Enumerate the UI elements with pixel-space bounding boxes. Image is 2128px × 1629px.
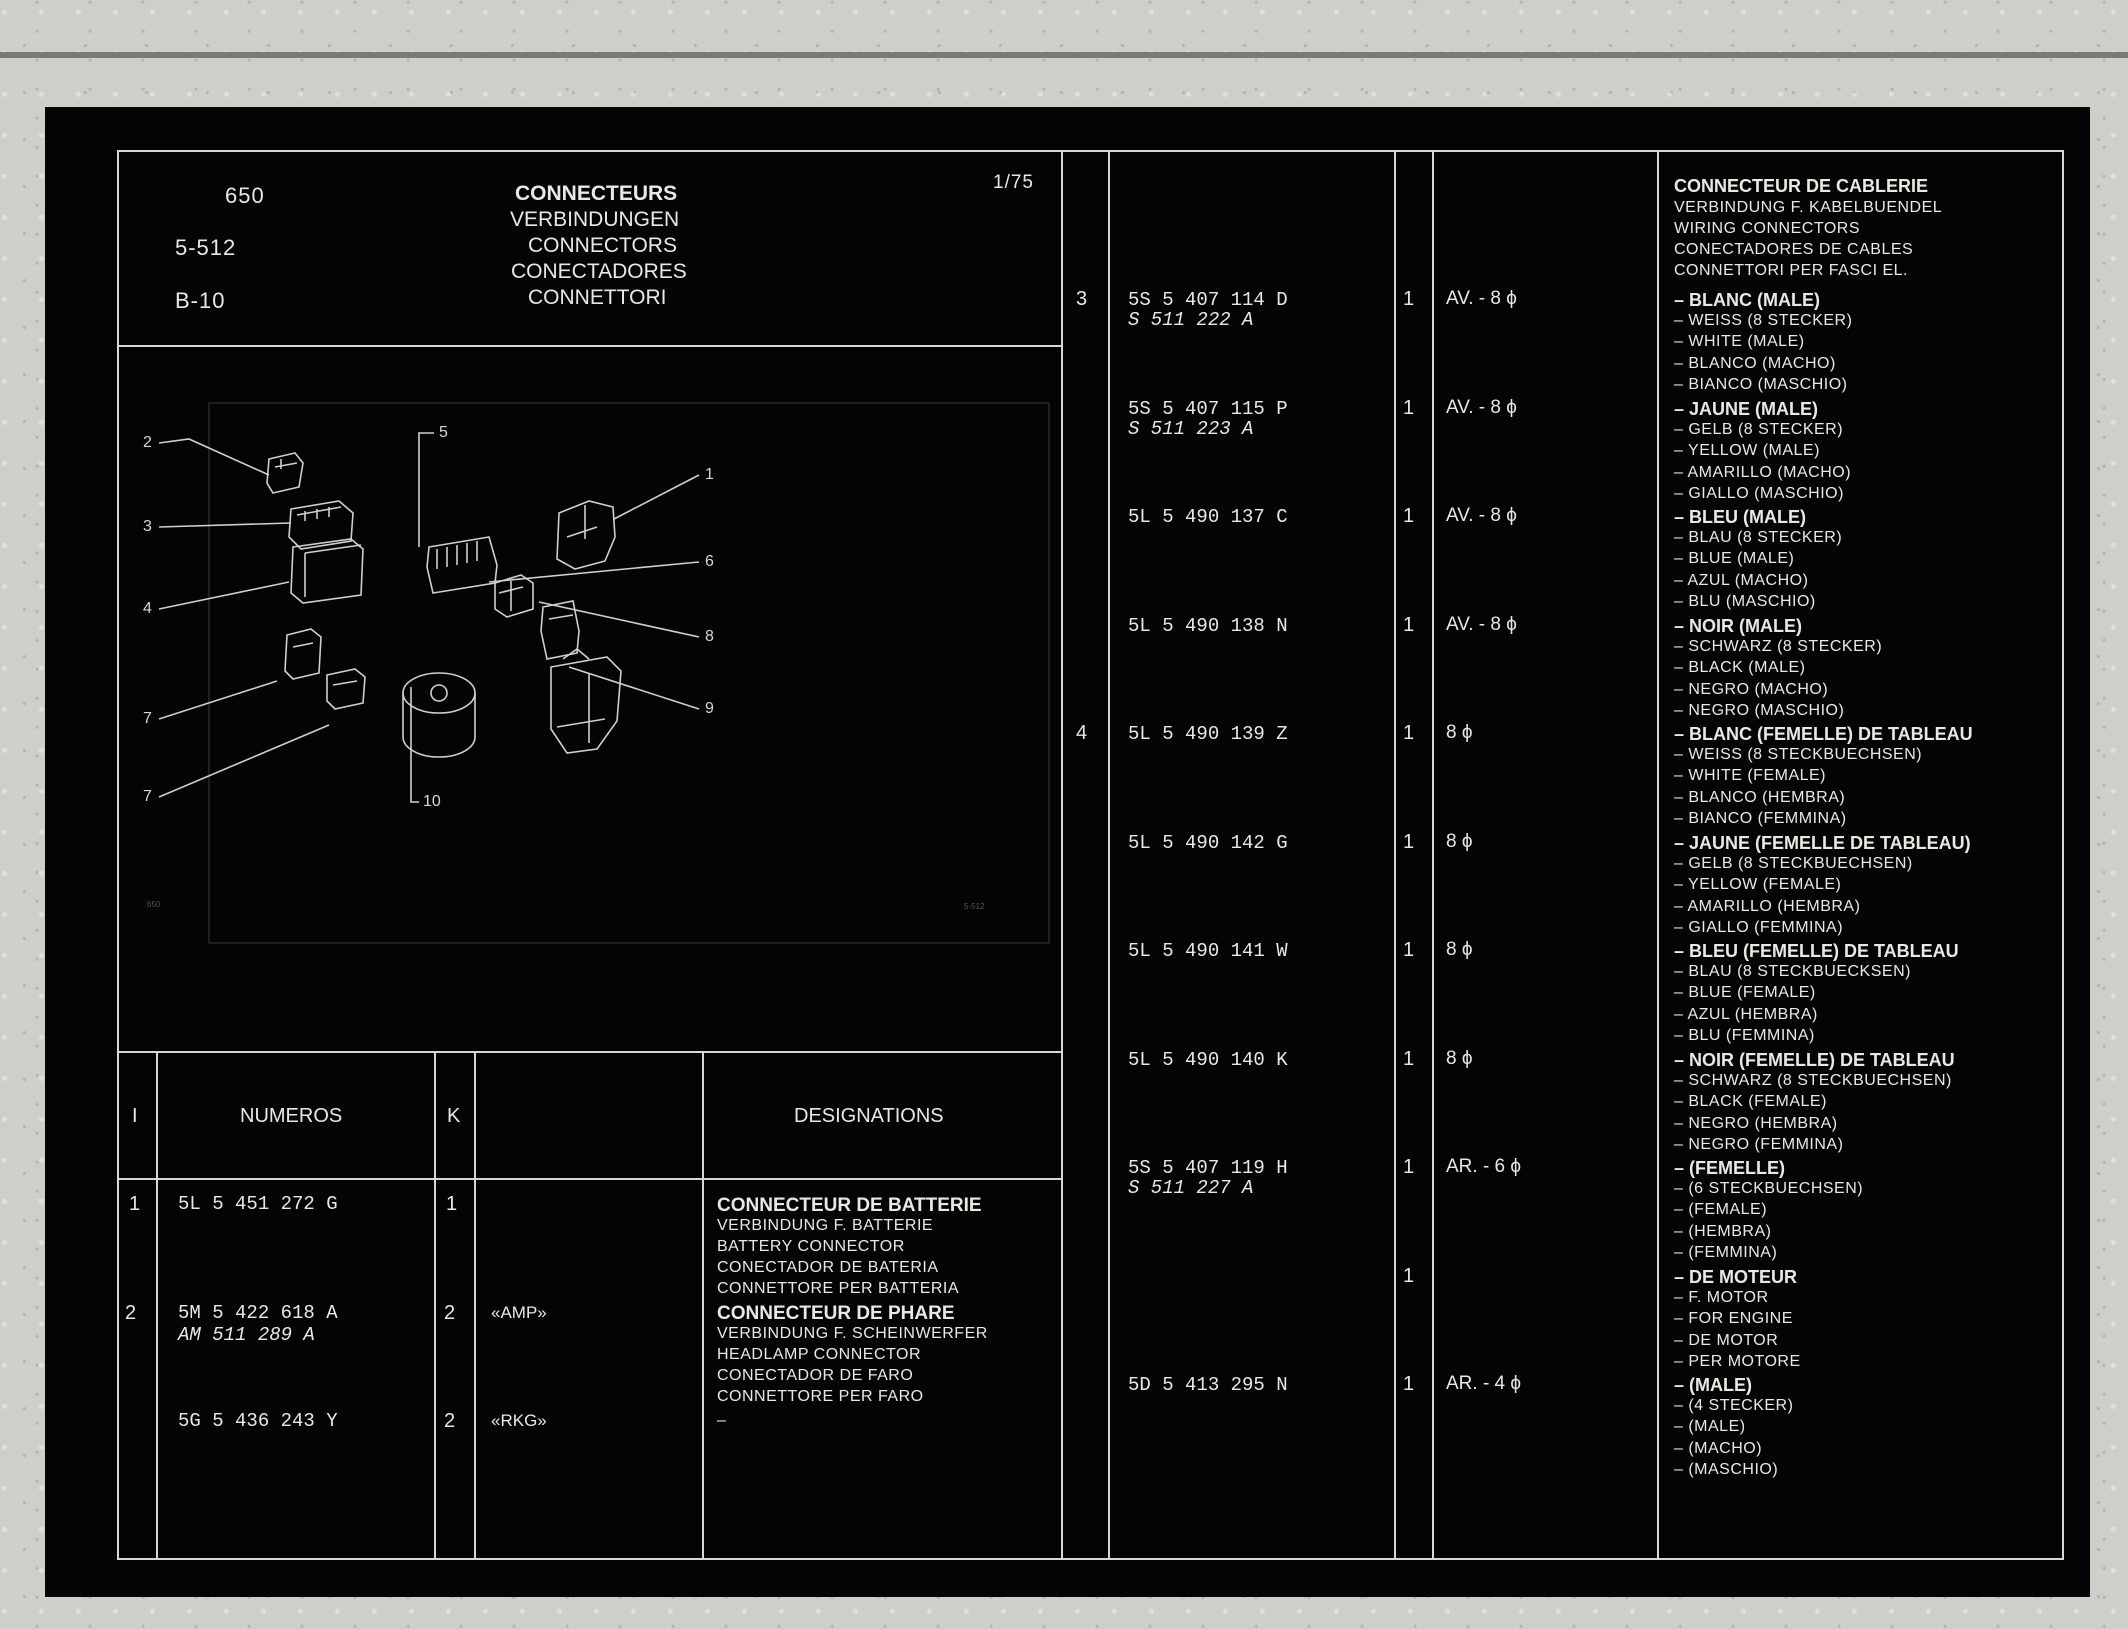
film-edge: [0, 52, 2128, 58]
right-row-10-desc-1: – F. MOTOR: [1674, 1289, 1769, 1306]
right-row-6-desc-3: – AMARILLO (HEMBRA): [1674, 898, 1861, 915]
right-row-3-desc-0: – BLEU (MALE): [1674, 507, 1806, 527]
col-header-k: K: [447, 1105, 461, 1127]
right-row-7-num: 5L 5 490 141 W: [1128, 940, 1288, 962]
connectors-diagram: [119, 347, 1061, 1049]
right-row-2-num2: S 511 223 A: [1128, 418, 1254, 440]
right-row-3-desc-3: – AZUL (MACHO): [1674, 572, 1809, 589]
right-row-6-num: 5L 5 490 142 G: [1128, 832, 1288, 854]
right-row-8-desc-0: – NOIR (FEMELLE) DE TABLEAU: [1674, 1050, 1955, 1070]
right-row-9-desc-0: – (FEMELLE): [1674, 1158, 1785, 1178]
right-row-1-note: AV. - 8 ϕ: [1446, 288, 1517, 309]
right-row-11-desc-1: – (4 STECKER): [1674, 1397, 1794, 1414]
callout-2: 2: [143, 434, 152, 451]
callout-9: 9: [705, 700, 714, 717]
right-row-1-desc-0: – BLANC (MALE): [1674, 290, 1820, 310]
callout-4: 4: [143, 600, 152, 617]
left-row-3-note: «RKG»: [491, 1411, 547, 1430]
right-header-desc-2: WIRING CONNECTORS: [1674, 220, 1860, 237]
right-row-5-desc-0: – BLANC (FEMELLE) DE TABLEAU: [1674, 724, 1973, 744]
right-header-desc-3: CONECTADORES DE CABLES: [1674, 241, 1914, 258]
right-row-10-k: 1: [1403, 1265, 1415, 1287]
left-col-k: [474, 1051, 476, 1560]
left-row-3-desc-0: –: [717, 1412, 727, 1429]
left-row-2-k: 2: [444, 1302, 456, 1324]
left-row-2-desc-4: CONNETTORE PER FARO: [717, 1388, 924, 1405]
right-row-6-k: 1: [1403, 831, 1415, 853]
right-row-3-desc-4: – BLU (MASCHIO): [1674, 593, 1816, 610]
right-row-1-k: 1: [1403, 288, 1415, 310]
right-row-2-k: 1: [1403, 397, 1415, 419]
right-row-8-desc-3: – NEGRO (HEMBRA): [1674, 1115, 1838, 1132]
right-row-2-note: AV. - 8 ϕ: [1446, 397, 1517, 418]
right-header-desc-1: VERBINDUNG F. KABELBUENDEL: [1674, 199, 1943, 216]
callout-1: 1: [705, 466, 714, 483]
right-row-10-desc-4: – PER MOTORE: [1674, 1353, 1801, 1370]
left-row-2-desc-1: VERBINDUNG F. SCHEINWERFER: [717, 1325, 988, 1342]
frame-bottom: [117, 1558, 2064, 1560]
figure-corner-left: 650: [147, 900, 161, 909]
title-it: CONNETTORI: [528, 286, 667, 309]
right-row-6-note: 8 ϕ: [1446, 831, 1473, 852]
table-header-top: [117, 1051, 1063, 1053]
right-row-10-desc-3: – DE MOTOR: [1674, 1332, 1779, 1349]
left-row-2-desc-0: CONNECTEUR DE PHARE: [717, 1303, 955, 1324]
right-row-7-desc-1: – BLAU (8 STECKBUECKSEN): [1674, 963, 1911, 980]
right-row-5-note: 8 ϕ: [1446, 722, 1473, 743]
right-row-7-desc-4: – BLU (FEMMINA): [1674, 1027, 1815, 1044]
right-row-9-k: 1: [1403, 1156, 1415, 1178]
right-row-4-desc-1: – SCHWARZ (8 STECKER): [1674, 638, 1883, 655]
right-row-3-desc-2: – BLUE (MALE): [1674, 550, 1795, 567]
left-col-i: [156, 1051, 158, 1560]
right-row-5-desc-3: – BLANCO (HEMBRA): [1674, 789, 1846, 806]
right-row-8-k: 1: [1403, 1048, 1415, 1070]
right-row-1-desc-3: – BLANCO (MACHO): [1674, 355, 1836, 372]
right-row-1-num2: S 511 222 A: [1128, 309, 1254, 331]
left-col-desc: [702, 1051, 704, 1560]
left-row-1-desc-3: CONECTADOR DE BATERIA: [717, 1259, 939, 1276]
col-header-i: I: [132, 1105, 138, 1127]
right-row-4-desc-2: – BLACK (MALE): [1674, 659, 1806, 676]
right-row-6-desc-4: – GIALLO (FEMMINA): [1674, 919, 1844, 936]
callout-8: 8: [705, 628, 714, 645]
right-row-9-note: AR. - 6 ϕ: [1446, 1156, 1522, 1177]
right-row-1-desc-4: – BIANCO (MASCHIO): [1674, 376, 1848, 393]
right-row-9-desc-4: – (FEMMINA): [1674, 1244, 1778, 1261]
right-row-5-desc-2: – WHITE (FEMALE): [1674, 767, 1827, 784]
right-row-2-desc-4: – GIALLO (MASCHIO): [1674, 485, 1844, 502]
right-row-4-desc-0: – NOIR (MALE): [1674, 616, 1802, 636]
right-row-5-num: 5L 5 490 139 Z: [1128, 723, 1288, 745]
left-row-2-num2: AM 511 289 A: [178, 1324, 315, 1346]
left-panel-right-border: [1061, 150, 1063, 1560]
right-row-1-desc-2: – WHITE (MALE): [1674, 333, 1805, 350]
right-row-8-desc-4: – NEGRO (FEMMINA): [1674, 1136, 1844, 1153]
right-row-4-desc-3: – NEGRO (MACHO): [1674, 681, 1829, 698]
right-row-7-desc-0: – BLEU (FEMELLE) DE TABLEAU: [1674, 941, 1959, 961]
left-row-1-desc-4: CONNETTORE PER BATTERIA: [717, 1280, 960, 1297]
left-row-1-i: 1: [129, 1193, 141, 1215]
right-row-9-desc-3: – (HEMBRA): [1674, 1223, 1772, 1240]
table-header-bottom: [117, 1178, 1063, 1180]
right-row-11-k: 1: [1403, 1373, 1415, 1395]
right-row-1-num: 5S 5 407 114 D: [1128, 289, 1288, 311]
frame-top: [117, 150, 2064, 152]
right-col-desc: [1657, 150, 1659, 1560]
right-row-10-desc-2: – FOR ENGINE: [1674, 1310, 1793, 1327]
right-row-7-k: 1: [1403, 939, 1415, 961]
right-row-8-note: 8 ϕ: [1446, 1048, 1473, 1069]
col-header-numeros: NUMEROS: [240, 1105, 343, 1127]
code-b-10: B-10: [175, 288, 226, 313]
right-row-9-num2: S 511 227 A: [1128, 1177, 1254, 1199]
right-row-11-desc-4: – (MASCHIO): [1674, 1461, 1779, 1478]
left-row-1-k: 1: [446, 1193, 458, 1215]
right-col-k: [1394, 150, 1396, 1560]
right-row-2-desc-1: – GELB (8 STECKER): [1674, 421, 1844, 438]
right-row-1-i: 3: [1076, 288, 1088, 310]
right-row-5-k: 1: [1403, 722, 1415, 744]
left-row-1-desc-2: BATTERY CONNECTOR: [717, 1238, 905, 1255]
right-row-11-desc-3: – (MACHO): [1674, 1440, 1763, 1457]
right-row-4-note: AV. - 8 ϕ: [1446, 614, 1517, 635]
right-row-4-desc-4: – NEGRO (MASCHIO): [1674, 702, 1845, 719]
right-row-3-note: AV. - 8 ϕ: [1446, 505, 1517, 526]
right-row-5-i: 4: [1076, 722, 1088, 744]
right-row-1-desc-1: – WEISS (8 STECKER): [1674, 312, 1853, 329]
left-row-1-desc-0: CONNECTEUR DE BATTERIE: [717, 1195, 982, 1216]
right-row-8-desc-2: – BLACK (FEMALE): [1674, 1093, 1827, 1110]
right-row-2-desc-0: – JAUNE (MALE): [1674, 399, 1819, 419]
right-col-i: [1108, 150, 1110, 1560]
callout-3: 3: [143, 518, 152, 535]
right-row-2-desc-3: – AMARILLO (MACHO): [1674, 464, 1852, 481]
right-row-6-desc-2: – YELLOW (FEMALE): [1674, 876, 1842, 893]
right-row-2-num: 5S 5 407 115 P: [1128, 398, 1288, 420]
right-row-7-note: 8 ϕ: [1446, 939, 1473, 960]
left-row-3-k: 2: [444, 1410, 456, 1432]
right-row-10-desc-0: – DE MOTEUR: [1674, 1267, 1798, 1287]
right-row-11-num: 5D 5 413 295 N: [1128, 1374, 1288, 1396]
title-de: VERBINDUNGEN: [510, 208, 680, 231]
left-row-2-note: «AMP»: [491, 1303, 547, 1322]
figure-corner-right: 5-512: [964, 902, 985, 911]
right-col-note: [1432, 150, 1434, 1560]
title-fr: CONNECTEURS: [515, 182, 678, 205]
right-row-7-desc-3: – AZUL (HEMBRA): [1674, 1006, 1818, 1023]
code-650: 650: [225, 183, 265, 208]
right-row-6-desc-0: – JAUNE (FEMELLE DE TABLEAU): [1674, 833, 1971, 853]
left-row-1-desc-1: VERBINDUNG F. BATTERIE: [717, 1217, 934, 1234]
parts-sheet: [45, 107, 2090, 1597]
left-row-1-num: 5L 5 451 272 G: [178, 1193, 338, 1215]
right-row-8-num: 5L 5 490 140 K: [1128, 1049, 1288, 1071]
left-row-3-num: 5G 5 436 243 Y: [178, 1410, 338, 1432]
callout-5: 5: [439, 424, 448, 441]
callout-7b: 7: [143, 788, 152, 805]
right-row-2-desc-2: – YELLOW (MALE): [1674, 442, 1820, 459]
right-row-5-desc-1: – WEISS (8 STECKBUECHSEN): [1674, 746, 1923, 763]
right-row-11-desc-2: – (MALE): [1674, 1418, 1746, 1435]
right-row-6-desc-1: – GELB (8 STECKBUECHSEN): [1674, 855, 1913, 872]
right-row-8-desc-1: – SCHWARZ (8 STECKBUECHSEN): [1674, 1072, 1952, 1089]
right-row-9-desc-2: – (FEMALE): [1674, 1201, 1768, 1218]
left-row-2-desc-3: CONECTADOR DE FARO: [717, 1367, 914, 1384]
left-row-2-num: 5M 5 422 618 A: [178, 1302, 338, 1324]
right-row-7-desc-2: – BLUE (FEMALE): [1674, 984, 1816, 1001]
right-row-3-desc-1: – BLAU (8 STECKER): [1674, 529, 1843, 546]
callout-10: 10: [423, 793, 441, 810]
title-es: CONECTADORES: [511, 260, 687, 283]
right-row-11-desc-0: – (MALE): [1674, 1375, 1752, 1395]
right-header-desc-4: CONNETTORI PER FASCI EL.: [1674, 262, 1908, 279]
right-header-desc-0: CONNECTEUR DE CABLERIE: [1674, 176, 1929, 196]
left-row-2-i: 2: [125, 1302, 137, 1324]
left-row-2-desc-2: HEADLAMP CONNECTOR: [717, 1346, 921, 1363]
right-row-9-num: 5S 5 407 119 H: [1128, 1157, 1288, 1179]
title-en: CONNECTORS: [528, 234, 677, 257]
right-row-11-note: AR. - 4 ϕ: [1446, 1373, 1522, 1394]
right-row-3-num: 5L 5 490 137 C: [1128, 506, 1288, 528]
right-row-4-k: 1: [1403, 614, 1415, 636]
left-col-num: [434, 1051, 436, 1560]
col-header-designations: DESIGNATIONS: [794, 1105, 944, 1127]
right-row-5-desc-4: – BIANCO (FEMMINA): [1674, 810, 1847, 827]
right-row-9-desc-1: – (6 STECKBUECHSEN): [1674, 1180, 1864, 1197]
frame-right: [2062, 150, 2064, 1560]
page-number: 1/75: [993, 172, 1034, 193]
right-row-3-k: 1: [1403, 505, 1415, 527]
code-5-512: 5-512: [175, 235, 237, 260]
right-row-4-num: 5L 5 490 138 N: [1128, 615, 1288, 637]
callout-7: 7: [143, 710, 152, 727]
callout-6: 6: [705, 553, 714, 570]
